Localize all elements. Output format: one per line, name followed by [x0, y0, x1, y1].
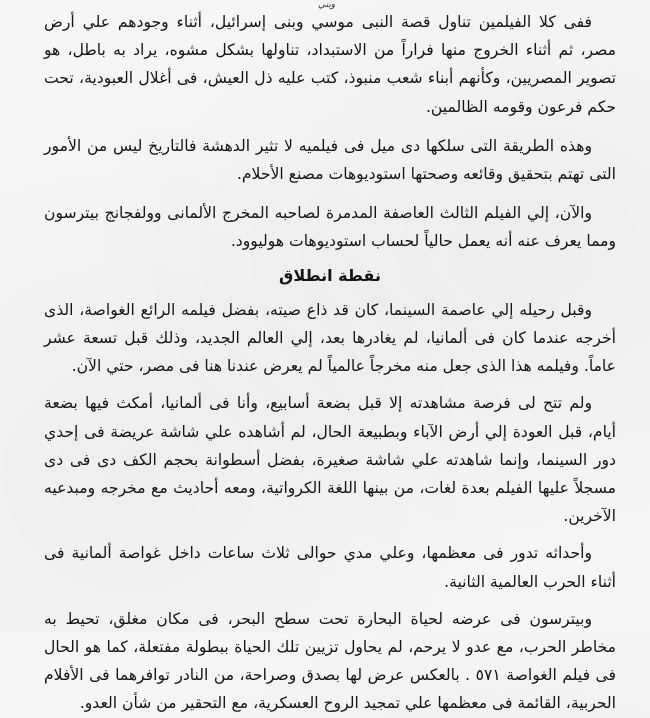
paragraph-2: وهذه الطريقة التى سلكها دى ميل فى فيلميه لا تثير الدهشة فالتاريخ ليس من الأمور التى تهتم بتحقيق وقائعه وصحتها استوديوهات مصنع الأحلام.: [44, 136, 616, 184]
section-paragraph-2: ولم تتح لى فرصة مشاهدته إلا قبل بضعة أسابيع، وأنا فى ألمانيا، أمكث فيها بضعة أيام، قبل العودة إلي أرض الآباء وبطبيعة الحال، لم أشاهده علي شاشة عريضة فى إحدي دور السينما، وإنما شاهدته علي شاشة صغيرة، بفضل أسطوانة بحجم الكف دى فى دى مسجلاً عليها الفيلم بعدة لغات، من بينها اللغة الكرواتية، ومعه أحاديث مع مخرجه ومبدعيه الآخرين.: [44, 394, 616, 526]
handwritten-annotation: وبني: [318, 0, 336, 10]
section-paragraph-1: وقبل رحيله إلي عاصمة السينما، كان قد ذاع صيته، بفضل فيلمه الرائع الغواصة، الذى أخرجه عندما كان فى ألمانيا، لم يغادرها بعد، إلي العالم الجديد، وذلك قبل تسعة عشر عاماً. وفيلمه هذا الذى جعل منه مخرجاً عالمياً لم يعرض عندنا هنا فى مصر، حتي الآن.: [44, 300, 616, 376]
paragraph-1: ففى كلا الفيلمين تناول قصة النبى موسي وبنى إسرائيل، أثناء وجودهم علي أرض مصر، ثم أثناء الخروج منها فراراً من الاستبداد، تناولها بشكل مشوه، يراد به باطل، هو تصوير المصريين، وكأنهم أبناء شعب منبوذ، كتب عليه ذل العيش، فى أغلال العبودية، تحت حكم فرعون وقومه الظالمين.: [44, 13, 616, 116]
paragraph-3: والآن، إلي الفيلم الثالث العاصفة المدمرة لصاحبه المخرج الألمانى وولفجانج بيترسون ومما يعرف عنه أنه يعمل حالياً لحساب استوديوهات هوليوود.: [44, 204, 616, 251]
document-page: [44, 8, 616, 718]
section-paragraph-4: وبيترسون فى عرضه لحياة البحارة تحت سطح البحر، فى مكان مغلق، تحيط به مخاطر الحرب، مع عدو لا يرحم، لم يحاول تزيين تلك الحياة ببطولة مفتعلة، كما هو الحال فى فيلم الغواصة ٥٧١ . بالعكس عرض لها بصدق وصراحة، من النادر توافرهما فى الأفلام الحربية، القائمة فى معظمها علي تمجيد الروح العسكرية، مع التحقير من شأن العدو.: [44, 609, 616, 713]
section-heading: نقطة انطلاق: [279, 265, 381, 285]
section-paragraph-3: وأحداثه تدور فى معظمها، وعلي مدي حوالى ثلاث ساعات داخل غواصة ألمانية فى أثناء الحرب العالمية الثانية.: [44, 544, 616, 591]
